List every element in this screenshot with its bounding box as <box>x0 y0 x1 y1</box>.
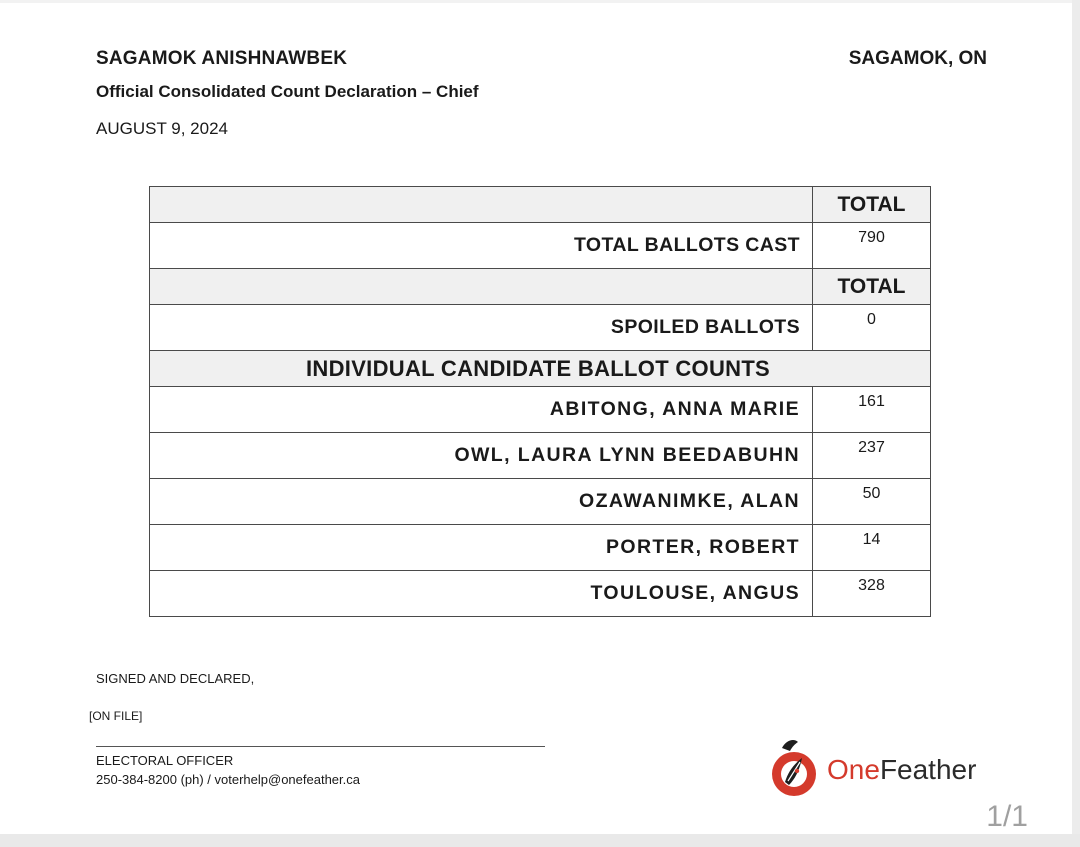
ballots-cast-value: 790 <box>813 223 931 269</box>
candidate-name: ABITONG, ANNA MARIE <box>150 387 813 433</box>
candidate-votes: 50 <box>813 479 931 525</box>
viewer-right-edge <box>1072 0 1080 847</box>
header-blank-cell <box>150 187 813 223</box>
onefeather-logo <box>768 736 994 800</box>
onefeather-logo-icon <box>768 736 820 800</box>
ballots-cast-label: TOTAL BALLOTS CAST <box>150 223 813 269</box>
candidate-row <box>150 387 931 433</box>
viewer-bottom-bar <box>0 834 1080 847</box>
officer-contact: 250-384-8200 (ph) / voterhelp@onefeather.ca <box>96 772 360 787</box>
logo-text-one: One <box>827 754 880 785</box>
candidate-votes: 14 <box>813 525 931 571</box>
candidate-votes: 328 <box>813 571 931 617</box>
spoiled-ballots-value: 0 <box>813 305 931 351</box>
spoiled-ballots-label: SPOILED BALLOTS <box>150 305 813 351</box>
candidate-name: PORTER, ROBERT <box>150 525 813 571</box>
table-row <box>150 223 931 269</box>
signed-declared-label: SIGNED AND DECLARED, <box>96 671 255 686</box>
logo-wordmark <box>827 754 976 786</box>
total-header: TOTAL <box>813 187 931 223</box>
candidate-votes: 161 <box>813 387 931 433</box>
declaration-date: AUGUST 9, 2024 <box>96 119 228 138</box>
candidate-name: OWL, LAURA LYNN BEEDABUHN <box>150 433 813 479</box>
logo-text-feather: Feather <box>879 754 977 785</box>
header-blank-cell <box>150 269 813 305</box>
page-top-edge <box>0 0 1080 3</box>
total-header: TOTAL <box>813 269 931 305</box>
candidate-row <box>150 479 931 525</box>
table-header-row <box>150 269 931 305</box>
table-row <box>150 305 931 351</box>
results-table <box>149 186 931 617</box>
signature-line <box>96 746 545 747</box>
candidate-row <box>150 433 931 479</box>
signature-on-file: [ON FILE] <box>89 709 143 723</box>
candidate-votes: 237 <box>813 433 931 479</box>
candidate-row <box>150 571 931 617</box>
candidate-name: OZAWANIMKE, ALAN <box>150 479 813 525</box>
document-subtitle: Official Consolidated Count Declaration – Chief <box>96 82 479 101</box>
candidate-row <box>150 525 931 571</box>
table-header-row <box>150 187 931 223</box>
location: SAGAMOK, ON <box>848 48 987 69</box>
section-title: INDIVIDUAL CANDIDATE BALLOT COUNTS <box>150 351 931 387</box>
organization-name: SAGAMOK ANISHNAWBEK <box>96 48 348 69</box>
officer-title: ELECTORAL OFFICER <box>96 753 234 768</box>
section-header-row <box>150 351 931 387</box>
page-indicator: 1/1 <box>986 800 1028 833</box>
candidate-name: TOULOUSE, ANGUS <box>150 571 813 617</box>
